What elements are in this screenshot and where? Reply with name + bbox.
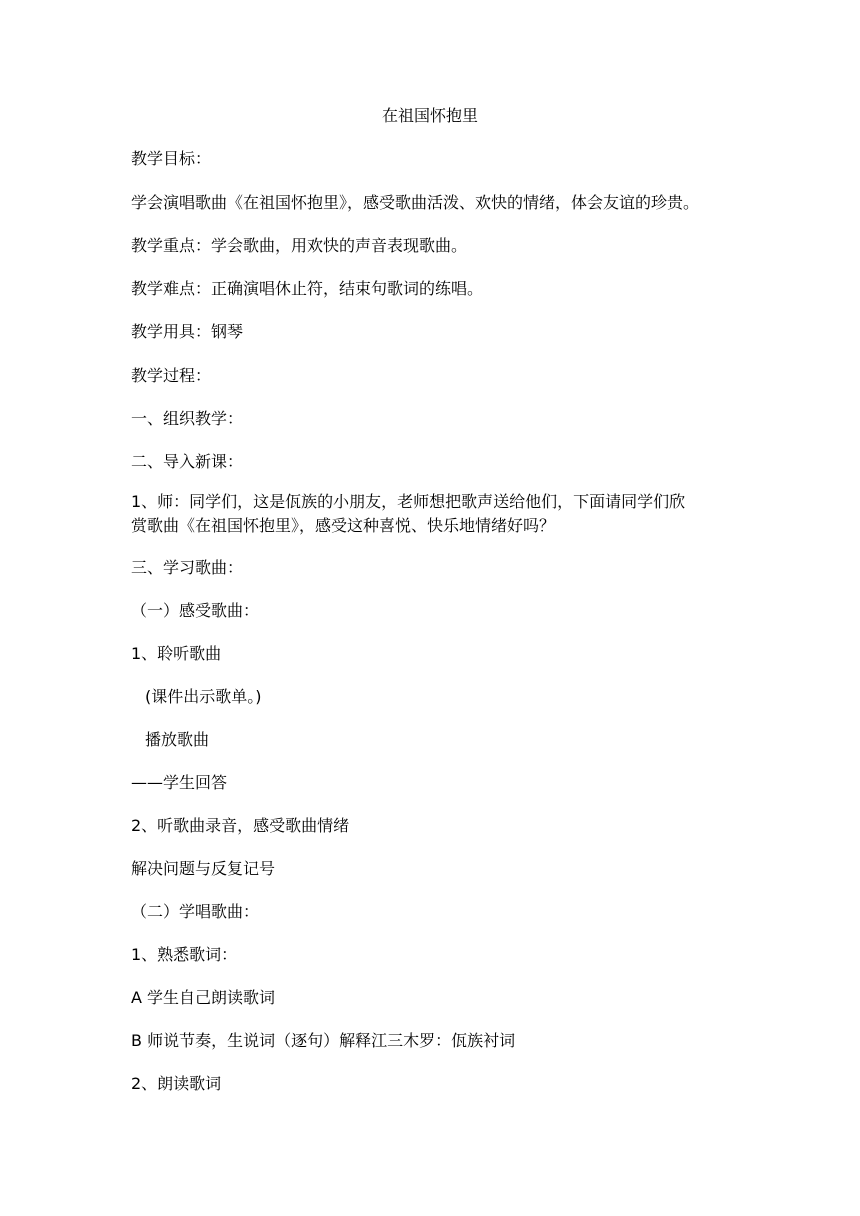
key-points-text: 教学重点：学会歌曲，用欢快的声音表现歌曲。 — [131, 236, 468, 255]
step-learn-song: 三、学习歌曲： — [131, 558, 244, 577]
item-familiar-lyrics: 1、熟悉歌词： — [131, 945, 238, 964]
subsection-learn-singing: （二）学唱歌曲： — [131, 902, 260, 921]
item-show-sheet: (课件出示歌单。) — [145, 687, 262, 706]
step-introduce: 二、导入新课： — [131, 452, 244, 471]
section-heading-process: 教学过程： — [131, 366, 212, 385]
teacher-intro-line-1: 1、师：同学们，这是佤族的小朋友，老师想把歌声送给他们，下面请同学们欣 — [131, 492, 686, 511]
item-listen-recording: 2、听歌曲录音，感受歌曲情绪 — [131, 816, 350, 835]
document-title: 在祖国怀抱里 — [381, 106, 478, 125]
teacher-intro-paragraph — [131, 490, 741, 538]
item-students-answer: ——学生回答 — [131, 773, 228, 792]
teaching-tools-text: 教学用具：钢琴 — [131, 322, 244, 341]
teacher-intro-line-2: 赏歌曲《在祖国怀抱里》，感受这种喜悦、快乐地情绪好吗？ — [131, 516, 556, 535]
item-read-lyrics: 2、朗读歌词 — [131, 1074, 222, 1093]
item-read-lyrics-self: A 学生自己朗读歌词 — [131, 988, 276, 1007]
item-rhythm-lyrics: B 师说节奏，生说词（逐句）解释江三木罗：佤族衬词 — [131, 1031, 516, 1050]
section-heading-objectives: 教学目标： — [131, 149, 212, 168]
subsection-feel-song: （一）感受歌曲： — [131, 601, 260, 620]
item-repeat-signs: 解决问题与反复记号 — [131, 859, 276, 878]
item-listen-song: 1、聆听歌曲 — [131, 644, 222, 663]
difficulties-text: 教学难点：正确演唱休止符，结束句歌词的练唱。 — [131, 279, 484, 298]
step-organize: 一、组织教学： — [131, 409, 244, 428]
objectives-text: 学会演唱歌曲《在祖国怀抱里》，感受歌曲活泼、欢快的情绪，体会友谊的珍贵。 — [131, 193, 700, 212]
item-play-song: 播放歌曲 — [145, 730, 210, 749]
